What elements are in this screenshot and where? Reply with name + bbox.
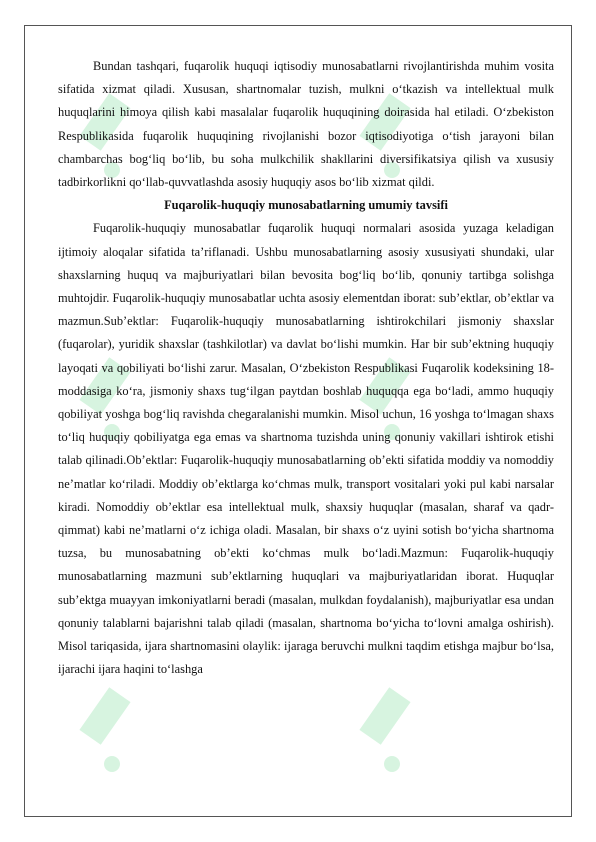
paragraph-main: Fuqarolik-huquqiy munosabatlar fuqarolik huquqi normalari asosida yuzaga keladigan ijtimoiy aloqalar sifatida ta’riflanadi. Ushbu munosabatlarning asosiy xususiyati shundaki, ular shaxslarning huquq va majburiyatlari bilan bevosita bog‘liq bo‘lib, qonuniy tartibga solishga muhtojdir. Fuqarolik-huquqiy munosabatlar uchta asosiy elementdan iborat: sub’ektlar, ob’ektlar va mazmun.Sub’ektlar: Fuqarolik-huquqiy munosabatlarning ishtirokchilari jismoniy shaxslar (fuqarolar), yuridik shaxslar (tashkilotlar) va davlat bo‘lishi mumkin. Har bir sub’ektning huquqiy layoqati va qobiliyati bo‘lishi zarur. Masalan, O‘zbekiston Respublikasi Fuqarolik kodeksining 18-moddasiga ko‘ra, jismoniy shaxs tug‘ilgan paytdan boshlab huquqqa ega bo‘ladi, ammo huquqiy qobiliyat yoshga bog‘liq ravishda chegaralanishi mumkin. Misol uchun, 16 yoshga to‘lmagan shaxs to‘liq huquqiy qobiliyatga ega emas va shartnoma tuzishda uning qonuniy vakillari ishtirok etishi talab qilinadi.Ob’ektlar: Fuqarolik-huquqiy munosabatlarning ob’ekti sifatida moddiy va nomoddiy ne’matlar ko‘riladi. Moddiy ob’ektlarga ko‘chmas mulk, transport vositalari yoki pul kabi narsalar kiradi. Nomoddiy ob’ektlar esa intellektual mulk, shaxsiy huquqlar (masalan, sharaf va qadr-qimmat) kabi ne’matlarni o‘z ichiga oladi. Masalan, bir shaxs o‘z uyini sotish bo‘yicha shartnoma tuzsa, bu munosabatning ob’ekti ko‘chmas mulk bo‘ladi.Mazmun: Fuqarolik-huquqiy munosabatlarning mazmuni sub’ektlarning huquqlari va majburiyatlaridan iborat. Huquqlar sub’ektga muayyan imkoniyatlarni beradi (masalan, mulkdan foydalanish), majburiyatlar esa undan qonuniy talablarni bajarishni talab qiladi (masalan, shartnoma bo‘yicha to‘lovni amalga oshirish). Misol tariqasida, ijara shartnomasini olaylik: ijaraga beruvchi mulkni taqdim etishga majbur bo‘lsa, ijarachi ijara haqini to‘lashga: [58, 221, 554, 677]
watermark-glyph-bottom-left: [79, 687, 130, 772]
body-text: [58, 55, 554, 681]
watermark-glyph-bottom-right: [359, 687, 410, 772]
paragraph-intro: Bundan tashqari, fuqarolik huquqi iqtisodiy munosabatlarni rivojlantirishda muhim vosita sifatida xizmat qiladi. Xususan, shartnomalar tuzish, mulkni o‘tkazish va intellektual mulk huquqlarini himoya qilish kabi masalalar fuqarolik huquqining doirasida hal etiladi. O‘zbekiston Respublikasida fuqarolik huquqining rivojlanishi bozor iqtisodiyotiga o‘tish jarayoni bilan chambarchas bog‘liq bo‘lib, bu soha mulkchilik shakllarini diversifikatsiya qilish va xususiy tadbirkorlikni qo‘llab-quvvatlashda asosiy huquqiy asos bo‘lib xizmat qildi.: [58, 59, 554, 190]
section-heading: Fuqarolik-huquqiy munosabatlarning umumiy tavsifi: [164, 198, 448, 213]
